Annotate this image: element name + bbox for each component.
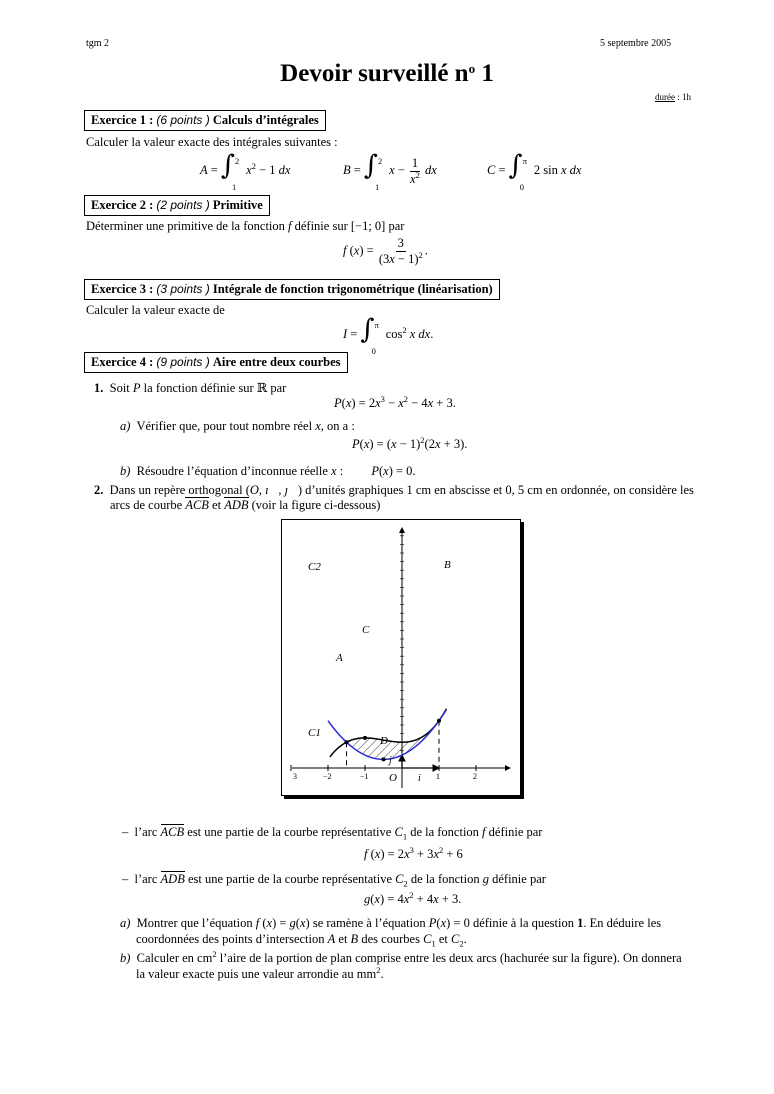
bullet1-end3: définie par	[488, 825, 543, 839]
qa-line2-mid: et	[338, 932, 348, 946]
i-label: i	[418, 773, 421, 784]
curve-point	[437, 719, 441, 723]
qa-line1: Montrer que l’équation	[136, 916, 253, 930]
bullet1-end: est une partie de la courbe représentative	[187, 825, 392, 839]
ex3-title: Intégrale de fonction trigonométrique (linéarisation)	[212, 282, 493, 296]
q2-line1: Dans un repère orthogonal	[109, 483, 243, 497]
q1-num: 1.	[94, 381, 104, 395]
curve-point	[382, 757, 386, 761]
integral-C: C = ∫ π 0 2 sin x dx	[487, 150, 582, 192]
q1a-formula: $P(x) = (x - 1)^2(2x + 3)$.	[352, 434, 468, 451]
duration-value: : 1h	[675, 92, 692, 102]
header-left: tgm 2	[86, 38, 110, 49]
q2-num: 2.	[94, 483, 104, 497]
q1-text: Soit	[109, 381, 130, 395]
ex4-q1a: a) Vérifier que, pour tout nombre réel x, on a :	[120, 419, 355, 433]
ex2-instruction-text: Déterminer une primitive de la fonction	[86, 219, 285, 233]
page-title	[0, 60, 774, 88]
title-sup: o	[468, 61, 476, 76]
q1b-text: Résoudre l’équation d’inconnue réelle	[136, 464, 328, 478]
q2-line2: arcs de courbe	[110, 498, 183, 512]
ex3-formula: I = ∫ π 0 $\cos^2 x$ dx.	[343, 314, 434, 356]
ex4-qb-line2: la valeur exacte puis une valeur arrondie au $mm^2$.	[136, 964, 384, 981]
q1-text-end: la fonction définie sur ℝ par	[143, 381, 287, 395]
f-formula: f $(x) = 2x^3 + 3x^2 + 6$	[364, 844, 463, 861]
q1b-label: b)	[120, 464, 131, 478]
ex3-instruction: Calculer la valeur exacte de	[86, 303, 225, 317]
x-tick-label: −2	[323, 772, 332, 781]
curves-svg	[282, 520, 520, 795]
ex4-qa-line2: coordonnées des points d’intersection A et B des courbes $C_1$ et $C_2$.	[136, 932, 467, 949]
integral-B: B = ∫ 2 1 x − $\frac{1}{x^2}$ dx	[343, 150, 437, 192]
q1a-text-end: , on a :	[320, 419, 355, 433]
bullet-2: – l’arc ADB est une partie de la courbe représentative $C_2$ de la fonction g définie par	[122, 872, 546, 889]
bullet1-end2: de la fonction	[410, 825, 479, 839]
qb-line1-end: l’aire de la portion de plan comprise entre les deux arcs (hachurée sur la figure). On donnera	[219, 951, 682, 965]
q2-line1-end: d’unités graphiques 1 cm en abscisse et 0, 5 cm en ordonnée, on considère les	[305, 483, 694, 497]
ex1-points: (6 points )	[156, 113, 210, 127]
bullet2-text: l’arc	[134, 872, 158, 886]
j-label: j	[389, 755, 392, 766]
ex1-label: Exercice 1 :	[91, 113, 154, 127]
exercise-1-heading	[84, 110, 326, 131]
q1a-label: a)	[120, 419, 131, 433]
qa-line1-end: définie à la question	[472, 916, 574, 930]
bullet1-text: l’arc	[134, 825, 158, 839]
bullet2-end3: définie par	[492, 872, 546, 886]
qb-line1: Calculer en cm	[136, 951, 213, 965]
curve-point	[363, 736, 367, 740]
figure-label: B	[444, 559, 451, 571]
ex2-instruction-end: définie sur [−1; 0] par	[294, 219, 405, 233]
qa-label: a)	[120, 916, 131, 930]
ex2-instruction: Déterminer une primitive de la fonction f définie sur [−1; 0] par	[86, 219, 405, 233]
ex4-label: Exercice 4 :	[91, 355, 154, 369]
header-date: 5 septembre 2005	[600, 38, 672, 49]
ex4-q2-line2: arcs de courbe ACB et ADB (voir la figure ci-dessous)	[110, 498, 381, 512]
exercise-3-heading	[84, 279, 500, 300]
figure-label: C	[362, 624, 370, 636]
x-tick-label: −1	[360, 772, 369, 781]
figure-label: C2	[308, 561, 321, 573]
curves-figure	[281, 519, 521, 796]
qa-ref: 1	[577, 916, 584, 930]
ex1-instruction: Calculer la valeur exacte des intégrales suivantes :	[86, 135, 338, 149]
ex4-q2: 2. Dans un repère orthogonal (O, ı⃗, ȷ⃗) d’unités graphiques 1 cm en abscisse et 0, 5 cm en ordonnée, on considère les	[94, 483, 694, 497]
ex4-qb: b) Calculer en $cm^2$ l’aire de la portion de plan comprise entre les deux arcs (hachurée sur la figure). On donnera	[120, 948, 682, 965]
x-tick-label: 1	[436, 772, 440, 781]
exercise-2-heading	[84, 195, 270, 216]
ex2-formula: f (x) = $\frac{3}{(3x - 1)^2}$ .	[343, 236, 428, 266]
qa-line1-tail: . En déduire les	[583, 916, 662, 930]
qa-line2: coordonnées des points d’intersection	[136, 932, 325, 946]
title-text: Devoir surveillé n	[280, 60, 469, 87]
bullet2-end2: de la fonction	[410, 872, 480, 886]
figure-label: A	[336, 652, 343, 664]
q2-line2-mid: et	[212, 498, 222, 512]
bullet-1: – l’arc ACB est une partie de la courbe représentative $C_1$ de la fonction f définie par	[122, 825, 543, 842]
ex4-points: (9 points )	[156, 355, 210, 369]
ex4-qa: a) Montrer que l’équation f (x) = g(x) se ramène à l’équation P(x) = 0 définie à la question 1. En déduire les	[120, 916, 662, 930]
qa-line2-end: des courbes	[361, 932, 420, 946]
ex2-title: Primitive	[212, 198, 263, 212]
ex3-points: (3 points )	[156, 282, 210, 296]
figure-label: O	[389, 772, 397, 784]
x-tick-label: 3	[293, 772, 297, 781]
ex1-title: Calculs d’intégrales	[212, 113, 319, 127]
ex4-q1: 1. Soit P la fonction définie sur ℝ par	[94, 381, 287, 395]
exercise-4-heading	[84, 352, 348, 373]
q2-line2-end: (voir la figure ci-dessous)	[251, 498, 381, 512]
qb-label: b)	[120, 951, 131, 965]
curve-point	[345, 740, 349, 744]
integral-A: A = ∫ 2 1 $x^2 - 1$ dx	[200, 150, 291, 192]
ex4-q1b: b) Résoudre l’équation d’inconnue réelle x : P(x) = 0.	[120, 464, 416, 478]
ex3-label: Exercice 3 :	[91, 282, 154, 296]
ex4-title: Aire entre deux courbes	[212, 355, 341, 369]
qb-line2: la valeur exacte puis une valeur arrondie au mm	[136, 967, 377, 981]
g-formula: $g(x) = 4x^2 + 4x + 3$.	[364, 889, 462, 906]
duration	[655, 92, 691, 102]
duration-label: durée	[655, 92, 675, 102]
hatched-area	[347, 721, 440, 760]
q1-formula: $P(x) = 2x^3 - x^2 - 4x + 3$.	[334, 393, 456, 410]
ex2-points: (2 points )	[156, 198, 210, 212]
figure-label: C1	[308, 727, 321, 739]
figure-label: D	[380, 735, 388, 747]
title-num: 1	[475, 60, 494, 87]
q1a-text: Vérifier que, pour tout nombre réel	[136, 419, 313, 433]
x-tick-label: 2	[473, 772, 477, 781]
ex2-label: Exercice 2 :	[91, 198, 154, 212]
bullet2-end: est une partie de la courbe représentative	[187, 872, 393, 886]
qa-line1-mid: se ramène à l’équation	[312, 916, 426, 930]
